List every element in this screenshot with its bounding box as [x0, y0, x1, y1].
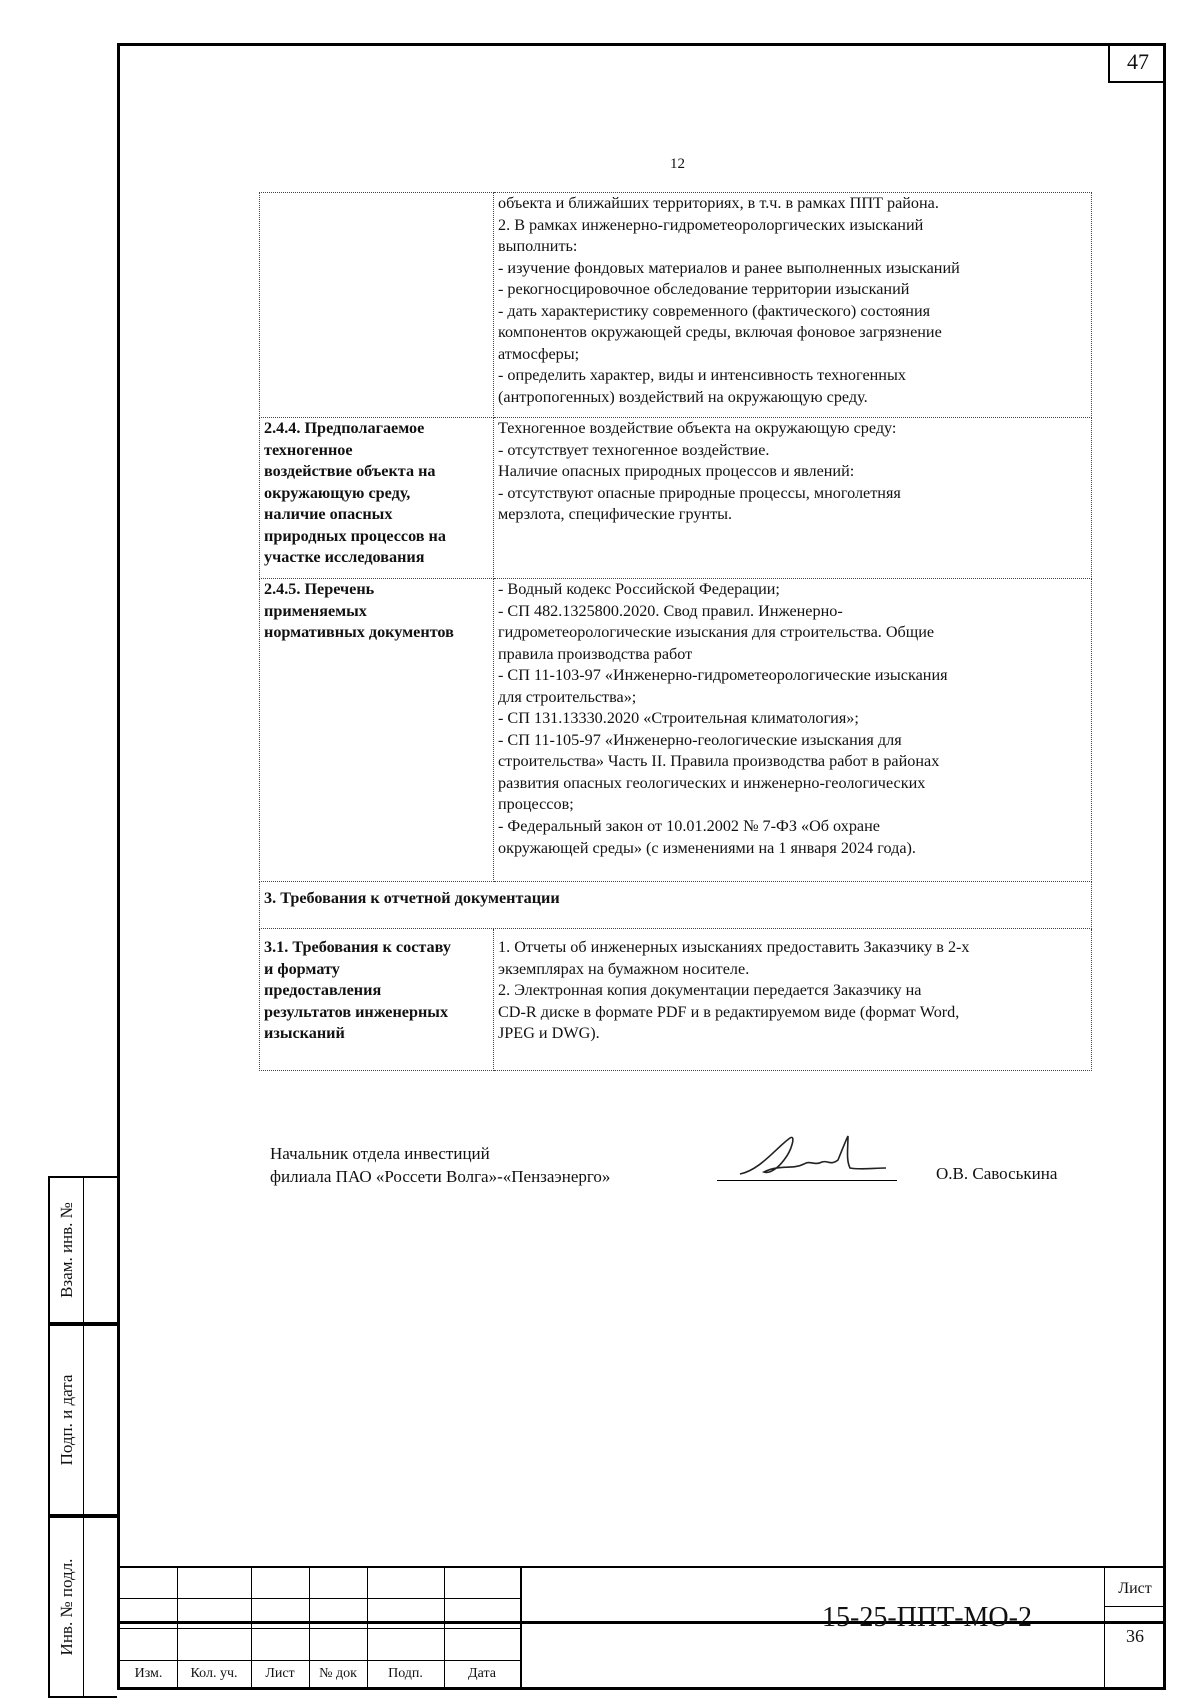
text-line: развития опасных геологических и инженерно-геологических [498, 773, 926, 792]
stamp-header-date: Дата [468, 1665, 496, 1681]
stamp-divider [120, 1598, 520, 1599]
text-line: - Федеральный закон от 10.01.2002 № 7-ФЗ «Об охране [498, 817, 880, 836]
signature-line [717, 1180, 897, 1181]
label-line: применяемых [264, 601, 367, 620]
text-line: для строительства»; [498, 687, 637, 706]
table-row [260, 193, 1092, 418]
signatory-name: О.В. Савоськина [936, 1164, 1058, 1183]
row-label-2-4-4 [260, 418, 494, 579]
section-3-heading: 3. Требования к отчетной документации [260, 882, 1092, 929]
label-line: 2.4.5. Перечень [264, 580, 375, 598]
text-line: 1. Отчеты об инженерных изысканиях предоставить Заказчику в 2-х [498, 938, 970, 956]
text-line: 2. В рамках инженерно-гидрометеоролоргических изысканий [498, 215, 924, 234]
stamp-header-podp: Подп. [388, 1665, 423, 1681]
text-line: правила производства работ [498, 644, 693, 663]
document-code: 15-25-ППТ-МО-2 [822, 1602, 1032, 1633]
requirements-table [259, 192, 1092, 1071]
text-line: выполнить: [498, 237, 578, 256]
text-line: - изучение фондовых материалов и ранее выполненных изысканий [498, 258, 960, 277]
text-line: - СП 11-105-97 «Инженерно-геологические изыскания для [498, 730, 902, 749]
text-line: (антропогенных) воздействий на окружающую среду. [498, 387, 868, 406]
text-line: - Водный кодекс Российской Федерации; [498, 580, 780, 598]
table-row [260, 929, 1092, 1071]
text-line: - дать характеристику современного (фактического) состояния [498, 301, 931, 320]
stamp-header-list: Лист [265, 1665, 295, 1681]
text-line: строительства» Часть II. Правила производства работ в районах [498, 752, 940, 771]
text-line: - отсутствуют опасные природные процессы, многолетняя [498, 483, 901, 502]
side-label-inv: Инв. № подл. [56, 1558, 76, 1656]
label-line: окружающую среду, [264, 483, 411, 502]
label-line: участке исследования [264, 548, 425, 567]
label-line: природных процессов на [264, 526, 446, 545]
title-block [117, 1566, 1166, 1690]
text-line: компонентов окружающей среды, включая фоновое загрязнение [498, 323, 942, 342]
position-line: Начальник отдела инвестиций [270, 1144, 490, 1163]
table-row [260, 882, 1092, 929]
label-line: изысканий [264, 1024, 345, 1043]
side-strip-inv [48, 1516, 117, 1698]
text-line: 2. Электронная копия документации передается Заказчику на [498, 981, 922, 1000]
text-line: - отсутствует техногенное воздействие. [498, 440, 770, 459]
stamp-header-kol: Кол. уч. [190, 1665, 238, 1681]
label-line: предоставления [264, 981, 382, 1000]
position-line: филиала ПАО «Россети Волга»-«Пензаэнерго» [270, 1166, 611, 1186]
corner-page-number: 47 [1108, 43, 1166, 83]
side-label-vzam: Взам. инв. № [56, 1202, 76, 1298]
text-line: CD-R диске в формате PDF и в редактируемом виде (формат Word, [498, 1002, 960, 1021]
text-line: JPEG и DWG). [498, 1024, 600, 1043]
table-row [260, 418, 1092, 579]
row-text-2-4-5 [494, 579, 1092, 882]
text-line: - СП 11-103-97 «Инженерно-гидрометеорологические изыскания [498, 666, 948, 685]
text-line: гидрометеорологические изыскания для строительства. Общие [498, 623, 935, 642]
text-line: мерзлота, специфические грунты. [498, 505, 733, 524]
label-line: воздействие объекта на [264, 462, 436, 481]
sheet-number: 36 [1126, 1625, 1144, 1646]
row-label-2-4-5 [260, 579, 494, 882]
text-line: процессов; [498, 795, 574, 814]
side-strip-vzam [48, 1176, 117, 1324]
side-label-podp: Подп. и дата [56, 1374, 76, 1466]
table-row [260, 579, 1092, 882]
text-line: Наличие опасных природных процессов и явлений: [498, 462, 855, 481]
text-line: Техногенное воздействие объекта на окружающую среду: [498, 419, 897, 437]
text-line: окружающей среды» (с изменениями на 1 января 2024 года). [498, 838, 916, 857]
text-line: объекта и ближайших территориях, в т.ч. в рамках ППТ района. [498, 194, 939, 212]
row-text-3-1 [494, 929, 1092, 1071]
inner-page-number: 12 [670, 156, 685, 172]
label-line: 2.4.4. Предполагаемое [264, 419, 425, 437]
side-strip-podp [48, 1324, 117, 1516]
label-line: наличие опасных [264, 505, 393, 524]
label-line: техногенное [264, 440, 353, 459]
stamp-divider [120, 1628, 520, 1629]
sheet-label: Лист [1118, 1580, 1152, 1597]
table-cell-continuation [494, 193, 1092, 418]
text-line: - рекогносцировочное обследование территории изысканий [498, 280, 910, 299]
label-line: и формату [264, 959, 340, 978]
stamp-header-izm: Изм. [134, 1665, 163, 1681]
row-text-2-4-4 [494, 418, 1092, 579]
table-cell-empty [260, 193, 494, 418]
stamp-divider [520, 1568, 522, 1687]
label-line: нормативных документов [264, 623, 454, 642]
signatory-position [270, 1143, 610, 1189]
text-line: - определить характер, виды и интенсивность техногенных [498, 366, 906, 385]
stamp-header-doc: № док [319, 1665, 357, 1681]
label-line: 3.1. Требования к составу [264, 938, 451, 956]
label-line: результатов инженерных [264, 1002, 449, 1021]
text-line: - СП 131.13330.2020 «Строительная климатология»; [498, 709, 859, 728]
text-line: - СП 482.1325800.2020. Свод правил. Инженерно- [498, 601, 843, 620]
row-label-3-1 [260, 929, 494, 1071]
text-line: атмосферы; [498, 344, 580, 363]
text-line: экземплярах на бумажном носителе. [498, 959, 750, 978]
